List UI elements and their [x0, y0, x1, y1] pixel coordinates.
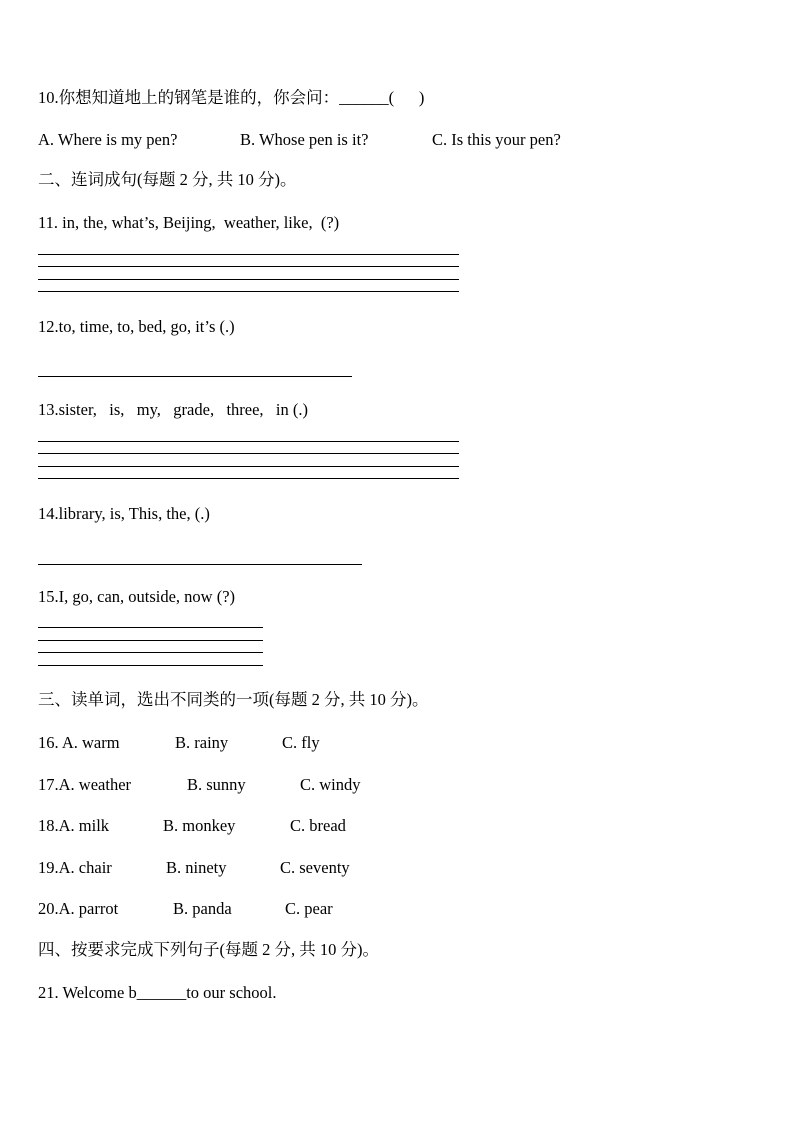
- question-10-option-c: C. Is this your pen?: [432, 130, 561, 149]
- section-3-heading: 三、读单词，选出不同类的一项(每题 2 分, 共 10 分)。: [38, 690, 429, 709]
- question-19-option-a: 19.A. chair: [38, 858, 112, 877]
- question-20-option-b: B. panda: [173, 899, 232, 918]
- question-20-option-a: 20.A. parrot: [38, 899, 119, 918]
- answer-line: [38, 466, 459, 467]
- question-10-stem: 10.你想知道地上的钢笔是谁的，你会问：______( ): [38, 88, 425, 107]
- section-4-heading: 四、按要求完成下列句子(每题 2 分, 共 10 分)。: [38, 940, 379, 959]
- question-20-option-c: C. pear: [285, 899, 333, 918]
- answer-line: [38, 453, 459, 454]
- question-19-option-b: B. ninety: [166, 858, 227, 877]
- question-10-option-b: B. Whose pen is it?: [240, 130, 369, 149]
- answer-line: [38, 291, 459, 292]
- question-17-option-a: 17.A. weather: [38, 775, 132, 794]
- question-18-option-c: C. bread: [290, 816, 346, 835]
- answer-line: [38, 627, 263, 628]
- section-2-heading: 二、连词成句(每题 2 分, 共 10 分)。: [38, 170, 297, 189]
- question-11: 11. in, the, what’s, Beijing, weather, like, (?): [38, 213, 340, 232]
- answer-line: [38, 279, 459, 280]
- question-17-option-c: C. windy: [300, 775, 361, 794]
- answer-line: [38, 266, 459, 267]
- question-16-option-a: 16. A. warm: [38, 733, 120, 752]
- answer-line: [38, 640, 263, 641]
- answer-line: [38, 478, 459, 479]
- question-21: 21. Welcome b______to our school.: [38, 983, 277, 1002]
- question-12: 12.to, time, to, bed, go, it’s (.): [38, 317, 235, 336]
- answer-line: [38, 652, 263, 653]
- answer-line: [38, 665, 263, 666]
- answer-line: [38, 564, 362, 565]
- question-16-option-c: C. fly: [282, 733, 320, 752]
- question-18-option-b: B. monkey: [163, 816, 236, 835]
- question-18-option-a: 18.A. milk: [38, 816, 110, 835]
- question-13: 13.sister, is, my, grade, three, in (.): [38, 400, 309, 419]
- question-10-option-a: A. Where is my pen?: [38, 130, 178, 149]
- question-16-option-b: B. rainy: [175, 733, 229, 752]
- answer-line: [38, 441, 459, 442]
- question-15: 15.I, go, can, outside, now (?): [38, 587, 236, 606]
- answer-line: [38, 376, 352, 377]
- answer-line: [38, 254, 459, 255]
- question-17-option-b: B. sunny: [187, 775, 246, 794]
- question-14: 14.library, is, This, the, (.): [38, 504, 210, 523]
- question-19-option-c: C. seventy: [280, 858, 350, 877]
